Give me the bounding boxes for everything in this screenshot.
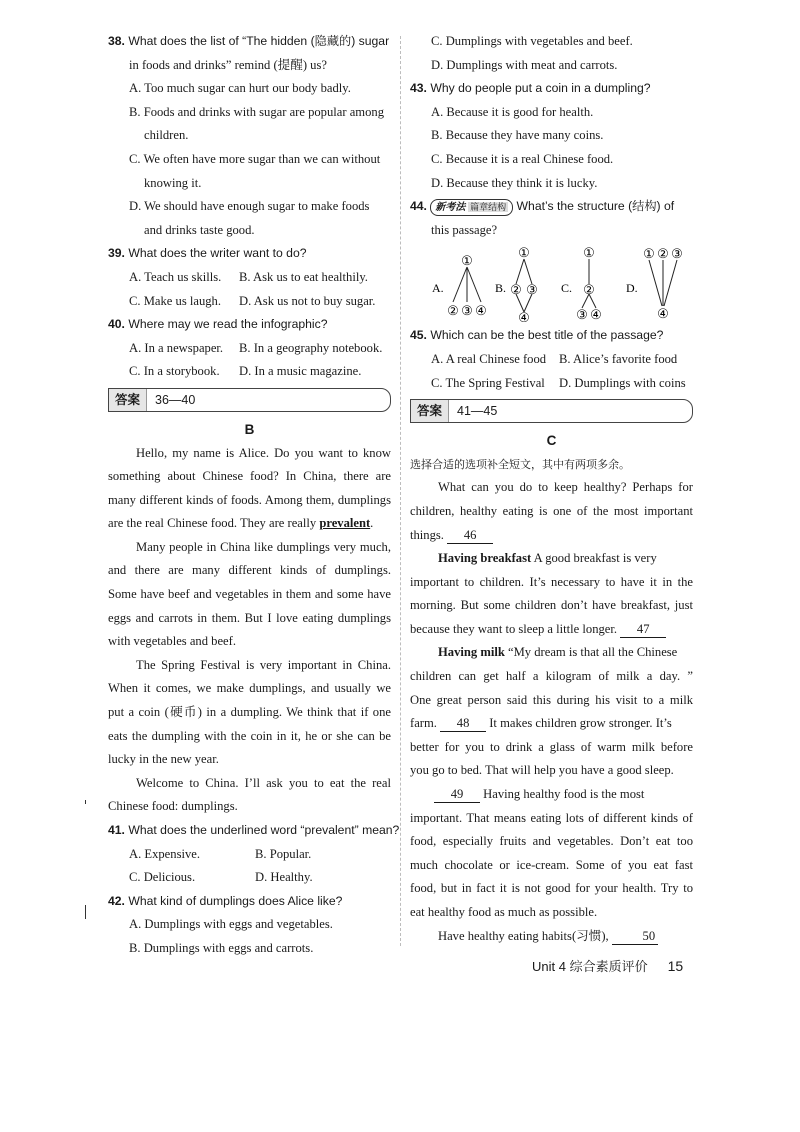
passage-line: farm. 48 It makes children grow stronger. It’s <box>410 716 672 731</box>
node-4: ④ <box>657 306 669 322</box>
question-45: 45. Which can be the best title of the passage? <box>410 328 664 343</box>
passage-line: Some have beef and vegetables in them and some have <box>108 587 391 602</box>
blank-49: 49 <box>434 786 480 803</box>
passage-line: much chocolate or ice-cream. Some of you eat fast <box>410 857 693 872</box>
question-40: 40. Where may we read the infographic? <box>108 317 328 332</box>
node-1: ① <box>461 253 473 269</box>
option-c: C. In a storybook. <box>129 364 220 379</box>
question-text: in foods and drinks” remind (提醒) us? <box>129 57 327 72</box>
answer-range: 41—45 <box>457 404 498 419</box>
options-row <box>410 372 693 396</box>
question-39: 39. What does the writer want to do? <box>108 246 307 261</box>
node-2: ② <box>583 282 595 298</box>
passage-line: are the real Chinese food. They are really prevalent. <box>108 516 374 531</box>
passage-line: The Spring Festival is very important in China. <box>136 657 391 672</box>
passage-line: When it comes, we make dumplings, and usually we <box>108 681 391 696</box>
passage-line: Welcome to China. I’ll ask you to eat the real <box>136 775 391 790</box>
underlined-word: prevalent <box>319 516 371 531</box>
node-4: ④ <box>475 303 487 319</box>
passage-line: Have healthy eating habits(习惯), 50 <box>410 925 693 949</box>
option-d: D. In a music magazine. <box>239 364 362 379</box>
passage-line: children can get half a kilogram of milk a day. ” <box>410 669 693 684</box>
option-a: A. Expensive. <box>129 846 200 861</box>
node-1: ① <box>518 245 530 261</box>
answer-tag: 答案 <box>411 400 449 422</box>
passage-line: eggs and carrots in them. But I love eating dumplings <box>108 610 391 625</box>
option-c-diagram <box>561 245 602 322</box>
option-d: D. Dumplings with meat and carrots. <box>431 57 618 72</box>
option-b: B. Dumplings with eggs and carrots. <box>129 940 314 955</box>
passage-line: eat healthy food as much as possible. <box>410 905 598 919</box>
answer-box <box>108 388 391 412</box>
node-4: ④ <box>590 307 602 323</box>
options-row <box>410 348 693 372</box>
options-row <box>108 290 391 314</box>
passage-line: morning. But some children don’t have breakfast, just <box>410 598 693 613</box>
option-d: D. Ask us not to buy sugar. <box>239 293 376 308</box>
passage-line: things. 46 <box>410 524 693 548</box>
passage-line: eats the dumpling with the coin in it, he or she can be <box>108 728 391 743</box>
options-row <box>108 866 391 890</box>
option-b: B. Ask us to eat healthily. <box>239 269 368 284</box>
answer-range: 36—40 <box>155 392 196 407</box>
label-c: C. <box>561 281 573 296</box>
option-d-diagram <box>626 246 683 321</box>
option-c: C. Delicious. <box>129 870 196 885</box>
passage-line: One great person said this during his visit to a milk <box>410 692 693 707</box>
passage-line: better for you to drink a glass of warm milk before <box>410 739 693 754</box>
passage-line: Hello, my name is Alice. Do you want to know <box>136 445 391 460</box>
options-row <box>108 360 391 384</box>
unit-label: Unit 4 综合素质评价 <box>532 959 648 974</box>
new-format-badge: 新考法 篇章结构 <box>430 199 513 216</box>
option-c: C. Because it is a real Chinese food. <box>431 151 614 166</box>
question-text: this passage? <box>431 222 498 237</box>
options-row <box>108 266 391 290</box>
node-2: ② <box>447 303 459 319</box>
passage-line: you go to bed. That will help you have a good sleep. <box>410 763 674 778</box>
question-43: 43. Why do people put a coin in a dumpling? <box>410 81 651 96</box>
section-title: C <box>546 433 557 449</box>
option-a-diagram <box>432 253 487 318</box>
node-3: ③ <box>461 303 473 319</box>
section-title: B <box>244 421 255 437</box>
option-b-diagram <box>495 245 538 322</box>
structure-diagram <box>410 244 693 322</box>
node-3: ③ <box>526 282 538 298</box>
passage-line: Having milk “My dream is that all the Chinese <box>438 645 678 660</box>
option-c: C. Make us laugh. <box>129 293 221 308</box>
scan-mark <box>85 905 86 919</box>
options-row <box>108 337 391 361</box>
question-41: 41. What does the underlined word “prevalent” mean? <box>108 823 400 837</box>
passage-line: because they want to sleep a little longer. 47 <box>410 618 693 642</box>
option-b: B. Because they have many coins. <box>431 128 604 143</box>
option-d: D. Dumplings with coins <box>559 375 686 390</box>
blank-46: 46 <box>447 527 493 544</box>
option-d: D. Healthy. <box>255 870 313 885</box>
passage-line: with vegetables and beef. <box>108 634 236 649</box>
option-b: B. Popular. <box>255 846 312 861</box>
node-2: ② <box>657 246 669 262</box>
option-c: C. We often have more sugar than we can without <box>129 151 381 166</box>
option-c: C. Dumplings with vegetables and beef. <box>431 34 633 48</box>
question-42: 42. What kind of dumplings does Alice like? <box>108 893 343 908</box>
blank-48: 48 <box>440 715 486 732</box>
right-column <box>410 30 693 948</box>
question-38: 38. What does the list of “The hidden (隐藏的) sugar <box>108 34 390 48</box>
question-44: 44. 新考法 篇章结构 What’s the structure (结构) of <box>410 195 693 219</box>
passage-line: and there are many different kinds of dumplings. <box>108 563 391 578</box>
page-number: 15 <box>667 958 684 974</box>
option-b-cont: children. <box>144 128 189 143</box>
passage-line: What can you do to keep healthy? Perhaps for <box>438 480 693 495</box>
passage-line: many different kinds of foods. Among them, dumplings <box>108 492 391 507</box>
node-2: ② <box>510 282 522 298</box>
option-a: A. In a newspaper. <box>129 340 224 355</box>
node-1: ① <box>643 246 655 262</box>
passage-line: important to children. It’s necessary to have it in the <box>410 574 693 589</box>
option-c: C. The Spring Festival <box>431 375 545 390</box>
blank-50: 50 <box>612 928 658 945</box>
option-b: B. Alice’s favorite food <box>559 351 678 366</box>
instruction: 选择合适的选项补全短文，其中有两项多余。 <box>410 457 630 471</box>
passage-line: children, healthy eating is one of the most important <box>410 503 693 518</box>
label-b: B. <box>495 281 507 296</box>
passage-line: Having breakfast A good breakfast is very <box>438 551 657 566</box>
passage-line: important. That means eating lots of different kinds of <box>410 810 693 825</box>
page-footer <box>532 956 683 975</box>
blank-47: 47 <box>620 621 666 638</box>
option-d: D. We should have enough sugar to make foods <box>129 199 370 214</box>
passage-line: put a coin (硬币) in a dumpling. We think that if one <box>108 705 391 720</box>
scan-mark <box>85 800 86 804</box>
node-1: ① <box>583 245 595 261</box>
option-a: A. Dumplings with eggs and vegetables. <box>129 917 333 932</box>
option-a: A. Too much sugar can hurt our body badly. <box>129 81 351 96</box>
option-a: A. A real Chinese food <box>431 351 547 366</box>
passage-line: food, especially fruits and vegetables. Don’t eat too <box>410 834 693 849</box>
passage-line: lucky in the new year. <box>108 752 219 767</box>
label-d: D. <box>626 281 638 296</box>
column-divider <box>400 36 401 946</box>
answer-box <box>410 399 693 423</box>
option-a: A. Because it is good for health. <box>431 104 594 119</box>
options-row <box>108 843 391 867</box>
passage-line: Chinese food: dumplings. <box>108 799 238 814</box>
option-a: A. Teach us skills. <box>129 269 222 284</box>
passage-line: something about Chinese food? In China, there are <box>108 469 391 484</box>
option-d: D. Because they think it is lucky. <box>431 175 598 190</box>
left-column <box>108 30 400 961</box>
answer-tag: 答案 <box>109 389 147 411</box>
option-c-cont: knowing it. <box>144 175 202 190</box>
passage-line: Many people in China like dumplings very much, <box>136 539 391 554</box>
node-4: ④ <box>518 310 530 323</box>
node-3: ③ <box>671 246 683 262</box>
option-b: B. Foods and drinks with sugar are popular among <box>129 104 384 119</box>
node-3: ③ <box>576 307 588 323</box>
label-a: A. <box>432 281 444 296</box>
option-b: B. In a geography notebook. <box>239 340 383 355</box>
passage-line: food, but in fact it is not good for your health. Try to <box>410 881 693 896</box>
option-d-cont: and drinks taste good. <box>144 222 255 237</box>
passage-line: 49 Having healthy food is the most <box>410 783 693 807</box>
